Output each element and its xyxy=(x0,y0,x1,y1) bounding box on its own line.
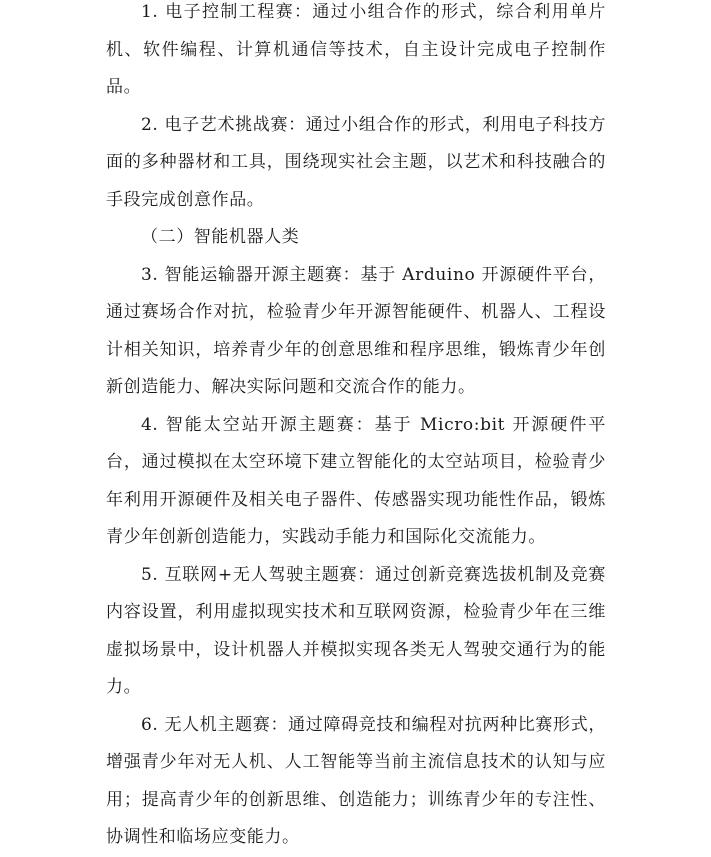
paragraph-drone: 6. 无人机主题赛：通过障碍竞技和编程对抗两种比赛形式，增强青少年对无人机、人工智能等当前主流信息技术的认知与应用；提高青少年的创新思维、创造能力；训练青少年的专注性、协调性和临场应变能力。 xyxy=(106,714,606,847)
section-heading-intelligent-robots: （二）智能机器人类 xyxy=(141,227,300,247)
paragraph-internet-autonomous-driving: 5. 互联网+无人驾驶主题赛：通过创新竞赛选拔机制及竞赛内容设置，利用虚拟现实技术和互联网资源，检验青少年在三维虚拟场景中，设计机器人并模拟实现各类无人驾驶交通行为的能力。 xyxy=(106,564,606,697)
paragraph-electronic-control: 1. 电子控制工程赛：通过小组合作的形式，综合利用单片机、软件编程、计算机通信等技术，自主设计完成电子控制作品。 xyxy=(106,2,606,97)
paragraph-smart-transport: 3. 智能运输器开源主题赛：基于 Arduino 开源硬件平台，通过赛场合作对抗，检验青少年开源智能硬件、机器人、工程设计相关知识，培养青少年的创意思维和程序思维，锻炼青少年创新创造能力、解决实际问题和交流合作的能力。 xyxy=(106,264,606,397)
paragraph-smart-space-station: 4. 智能太空站开源主题赛：基于 Micro:bit 开源硬件平台，通过模拟在太空环境下建立智能化的太空站项目，检验青少年利用开源硬件及相关电子器件、传感器实现功能性作品，锻炼青少年创新创造能力，实践动手能力和国际化交流能力。 xyxy=(106,414,606,547)
paragraph-electronic-art: 2. 电子艺术挑战赛：通过小组合作的形式，利用电子科技方面的多种器材和工具，围绕现实社会主题，以艺术和科技融合的手段完成创意作品。 xyxy=(106,114,606,210)
document-body xyxy=(106,0,606,857)
